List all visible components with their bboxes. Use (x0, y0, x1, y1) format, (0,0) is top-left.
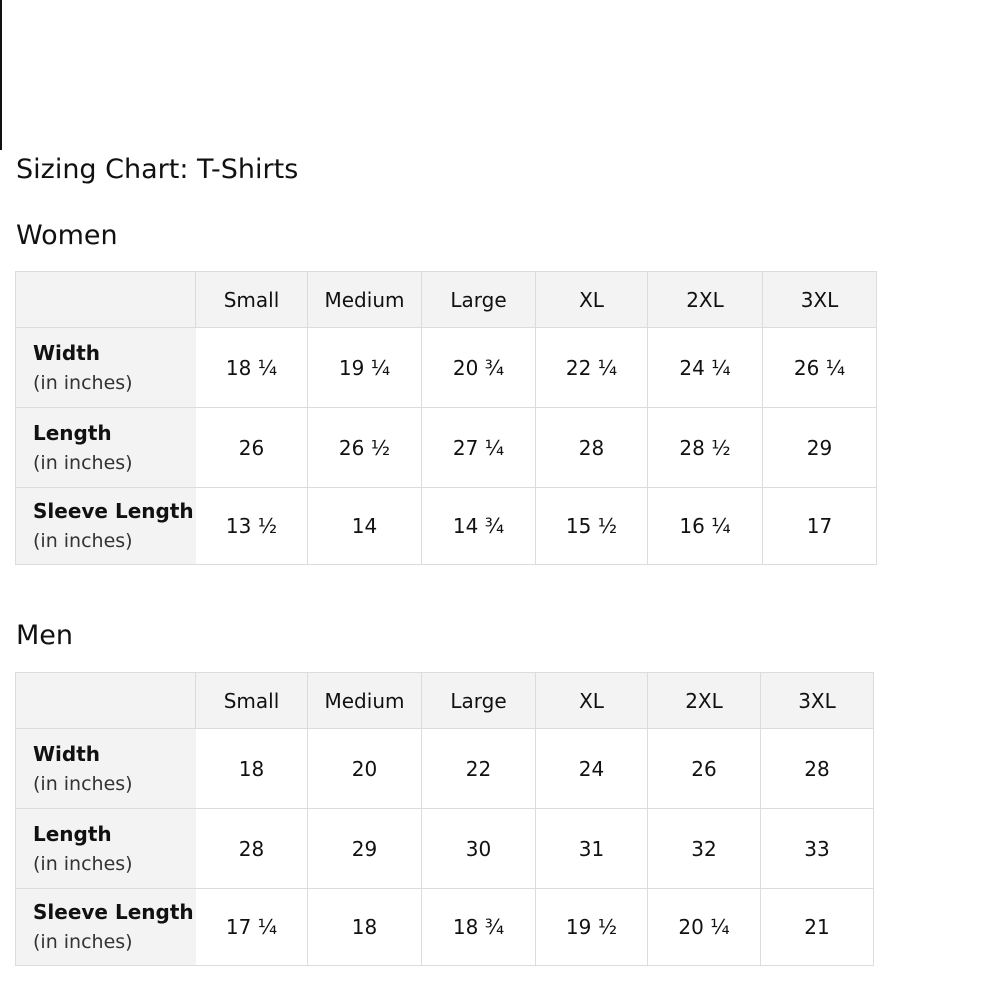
table-row (16, 809, 874, 889)
table-cell: 21 (761, 889, 874, 966)
table-row (16, 889, 874, 966)
table-cell: 14 ¾ (422, 488, 536, 565)
row-label-length (16, 809, 196, 889)
row-label-width (16, 729, 196, 809)
table-cell: 28 (761, 729, 874, 809)
size-header-large: Large (422, 673, 536, 729)
table-row (16, 408, 877, 488)
table-cell: 22 (422, 729, 536, 809)
size-header-small: Small (196, 272, 308, 328)
table-cell: 33 (761, 809, 874, 889)
table-cell: 13 ½ (196, 488, 308, 565)
row-unit-text: (in inches) (33, 852, 133, 875)
row-label-length (16, 408, 196, 488)
size-header-xl: XL (536, 673, 648, 729)
table-cell: 32 (648, 809, 761, 889)
size-header-medium: Medium (308, 673, 422, 729)
row-label-sleeve-length (16, 488, 196, 565)
table-cell: 20 (308, 729, 422, 809)
table-cell: 19 ½ (536, 889, 648, 966)
table-cell: 31 (536, 809, 648, 889)
table-cell: 20 ¾ (422, 328, 536, 408)
table-header-row (16, 272, 877, 328)
men-size-table (15, 672, 874, 966)
table-cell: 26 (648, 729, 761, 809)
table-cell: 28 ½ (648, 408, 763, 488)
table-cell: 26 ½ (308, 408, 422, 488)
table-cell: 18 ¾ (422, 889, 536, 966)
size-header-large: Large (422, 272, 536, 328)
table-cell: 30 (422, 809, 536, 889)
size-header-3xl: 3XL (761, 673, 874, 729)
size-header-xl: XL (536, 272, 648, 328)
women-size-table (15, 271, 877, 565)
row-unit-text: (in inches) (33, 772, 133, 795)
women-section-heading: Women (16, 220, 118, 251)
table-cell: 16 ¼ (648, 488, 763, 565)
table-cell: 27 ¼ (422, 408, 536, 488)
row-unit-text: (in inches) (33, 371, 133, 394)
row-unit-text: (in inches) (33, 451, 133, 474)
row-label-text: Length (33, 821, 112, 846)
row-label-sleeve-length (16, 889, 196, 966)
row-label-width (16, 328, 196, 408)
table-cell: 14 (308, 488, 422, 565)
table-cell: 15 ½ (536, 488, 648, 565)
table-cell: 28 (536, 408, 648, 488)
row-label-text: Sleeve Length (33, 900, 194, 924)
table-cell: 24 ¼ (648, 328, 763, 408)
table-cell: 26 (196, 408, 308, 488)
table-cell: 18 (308, 889, 422, 966)
table-cell: 19 ¼ (308, 328, 422, 408)
row-label-text: Width (33, 340, 101, 365)
page-title: Sizing Chart: T-Shirts (16, 154, 299, 185)
size-header-medium: Medium (308, 272, 422, 328)
table-corner-cell (16, 673, 196, 729)
table-cell: 26 ¼ (763, 328, 877, 408)
row-unit-text: (in inches) (33, 530, 133, 552)
size-header-2xl: 2XL (648, 272, 763, 328)
size-header-small: Small (196, 673, 308, 729)
men-section-heading: Men (16, 620, 74, 651)
table-cell: 20 ¼ (648, 889, 761, 966)
table-cell: 29 (763, 408, 877, 488)
row-unit-text: (in inches) (33, 931, 133, 953)
table-row (16, 729, 874, 809)
table-row (16, 488, 877, 565)
table-cell: 18 (196, 729, 308, 809)
table-cell: 17 ¼ (196, 889, 308, 966)
row-label-text: Length (33, 420, 112, 445)
table-cell: 22 ¼ (536, 328, 648, 408)
size-header-2xl: 2XL (648, 673, 761, 729)
left-edge-rule (0, 0, 2, 150)
table-cell: 28 (196, 809, 308, 889)
table-cell: 17 (763, 488, 877, 565)
table-corner-cell (16, 272, 196, 328)
table-row (16, 328, 877, 408)
table-cell: 29 (308, 809, 422, 889)
table-header-row (16, 673, 874, 729)
table-cell: 18 ¼ (196, 328, 308, 408)
row-label-text: Sleeve Length (33, 499, 194, 523)
size-header-3xl: 3XL (763, 272, 877, 328)
row-label-text: Width (33, 741, 101, 766)
table-cell: 24 (536, 729, 648, 809)
